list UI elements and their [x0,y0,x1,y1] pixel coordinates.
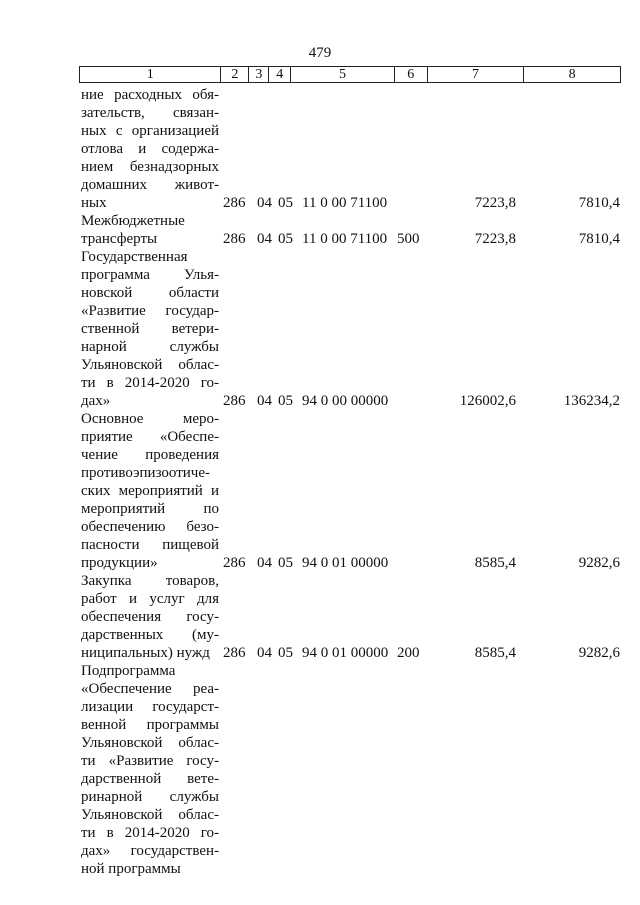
column-header-1: 1 [80,67,221,82]
row-name-line: противоэпизоотичe- [81,465,210,481]
column-header-6: 6 [395,67,428,82]
row-name-line: Закупка товаров, [81,573,219,589]
table-body [81,86,621,878]
cell-c2: 286 [223,393,246,409]
row-name-line: нием безнадзорных [81,159,219,175]
cell-c2: 286 [223,555,246,571]
table-row [81,248,621,410]
cell-c3: 04 [257,195,272,211]
row-name-line: ниципальных) нужд [81,645,210,661]
cell-c7: 126002,6 [459,393,516,409]
cell-c8: 7810,4 [578,231,620,247]
row-name-line: Ульяновской облас- [81,357,219,373]
row-name-line: дарственных (му- [81,627,219,643]
cell-c5: 94 0 00 00000 [302,393,389,409]
cell-c2: 286 [223,195,246,211]
column-header-8: 8 [568,67,576,82]
row-name-line: программа Улья- [81,267,219,283]
column-header-3: 3 [249,67,269,82]
row-name-line: Ульяновской облас- [81,807,219,823]
column-header-2: 2 [221,67,249,82]
row-name-line: отлова и содержа- [81,141,219,157]
row-name-line: ринарной службы [81,789,219,805]
row-name-line: ных с организацией [81,123,219,139]
row-name-line: ских мероприятий и [81,483,219,499]
table-row [81,662,621,878]
row-name-line: Основное меро- [81,411,219,427]
row-name-line: пасности пищевой [81,537,219,553]
row-name-line: домашних живот- [81,177,219,193]
row-values [81,554,621,572]
row-name-line: работ и услуг для [81,591,219,607]
row-name-line: ние расходных обя- [81,87,219,103]
row-name [81,662,219,878]
row-name-line: дах» [81,393,111,409]
cell-c4: 05 [278,645,293,661]
cell-c4: 05 [278,195,293,211]
row-name-line: ственной ветери- [81,321,219,337]
row-name-line: Ульяновской облас- [81,735,219,751]
row-name-line: венной программы [81,717,219,733]
row-name-line: ти «Развитие госу- [81,753,219,769]
row-name-line: «Развитие государ- [81,303,219,319]
row-name-line: нарной службы [81,339,219,355]
row-name-line: дарственной вете- [81,771,219,787]
column-header-5: 5 [291,67,395,82]
cell-c2: 286 [223,231,246,247]
cell-c6: 500 [397,231,420,247]
cell-c4: 05 [278,393,293,409]
column-header-7: 7 [428,67,525,82]
row-values [81,230,621,248]
cell-c3: 04 [257,645,272,661]
row-name-line: мероприятий по [81,501,219,517]
row-name-line: ти в 2014-2020 го- [81,825,219,841]
row-name-line: зательств, связан- [81,105,219,121]
row-name-line: продукции» [81,555,158,571]
column-header-4: 4 [269,67,291,82]
cell-c7: 8585,4 [474,555,516,571]
row-name-line: новской области [81,285,219,301]
cell-c5: 11 0 00 71100 [302,195,388,211]
table-row [81,212,621,248]
cell-c4: 05 [278,231,293,247]
row-name-line: ти в 2014-2020 го- [81,375,219,391]
cell-c3: 04 [257,393,272,409]
row-name [81,410,219,572]
row-name-line: обеспечению безо- [81,519,219,535]
row-name-line: «Обеспечение реа- [81,681,219,697]
cell-c3: 04 [257,555,272,571]
cell-c7: 7223,8 [474,195,516,211]
row-name-line: ных [81,195,107,211]
row-name-line: обеспечения госу- [81,609,219,625]
table-row [81,86,621,212]
cell-c3: 04 [257,231,272,247]
cell-c2: 286 [223,645,246,661]
cell-c8: 7810,4 [578,195,620,211]
table-header-row [79,66,621,83]
table-row [81,410,621,572]
row-name-line: Подпрограмма [81,663,176,679]
row-name [81,248,219,410]
row-values [81,194,621,212]
cell-c6: 200 [397,645,420,661]
row-name-line: Межбюджетные [81,213,185,229]
cell-c4: 05 [278,555,293,571]
row-name-line: лизации государст- [81,699,219,715]
cell-c5: 94 0 01 00000 [302,555,389,571]
cell-c7: 8585,4 [474,645,516,661]
row-name-line: дах» государствен- [81,843,219,859]
cell-c5: 94 0 01 00000 [302,645,389,661]
cell-c8: 9282,6 [578,645,620,661]
row-name-line: ной программы [81,861,181,877]
page-number: 479 [308,45,332,61]
table-row [81,572,621,662]
cell-c8: 9282,6 [578,555,620,571]
row-name-line: чение проведения [81,447,219,463]
row-values [81,392,621,410]
row-name-line: Государственная [81,249,188,265]
row-name-line: трансферты [81,231,158,247]
row-name-line: приятие «Обеспе- [81,429,219,445]
row-values [81,644,621,662]
cell-c5: 11 0 00 71100 [302,231,388,247]
cell-c7: 7223,8 [474,231,516,247]
row-values [81,860,621,878]
cell-c8: 136234,2 [563,393,620,409]
